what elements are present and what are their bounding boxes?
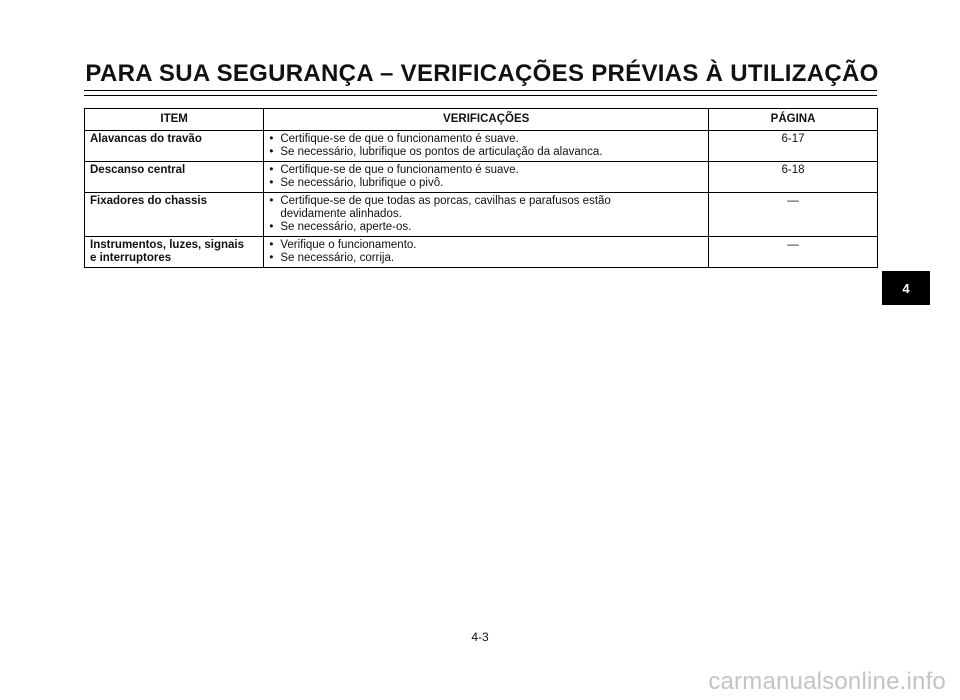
checks-cell bbox=[264, 237, 709, 268]
item-label: Instrumentos, luzes, signais bbox=[90, 239, 245, 251]
header-checks: VERIFICAÇÕES bbox=[264, 109, 709, 131]
item-label: e interruptores bbox=[90, 252, 172, 264]
item-cell bbox=[85, 193, 264, 237]
table-row bbox=[85, 162, 878, 193]
checks-cell bbox=[264, 131, 709, 162]
watermark: carmanualsonline.info bbox=[708, 668, 946, 695]
bullet-icon: • bbox=[269, 195, 274, 207]
page-reference: 6-18 bbox=[709, 162, 878, 193]
checks-cell bbox=[264, 162, 709, 193]
item-label: Alavancas do travão bbox=[90, 133, 202, 145]
check-item bbox=[269, 146, 703, 159]
item-label: Fixadores do chassis bbox=[90, 195, 207, 207]
item-cell bbox=[85, 162, 264, 193]
check-text: Certifique-se de que todas as porcas, cavilhas e parafusos estão bbox=[280, 195, 611, 207]
header-item: ITEM bbox=[85, 109, 264, 131]
bullet-icon: • bbox=[269, 133, 274, 145]
check-item bbox=[269, 195, 703, 221]
check-text: Certifique-se de que o funcionamento é suave. bbox=[280, 164, 519, 176]
check-text: Se necessário, lubrifique o pivô. bbox=[280, 177, 444, 189]
item-cell bbox=[85, 237, 264, 268]
checklist-table bbox=[84, 108, 878, 268]
check-text: Se necessário, lubrifique os pontos de articulação da alavanca. bbox=[280, 146, 603, 158]
title-rule-bottom bbox=[84, 95, 877, 96]
item-cell bbox=[85, 131, 264, 162]
bullet-icon: • bbox=[269, 164, 274, 176]
page-reference: 6-17 bbox=[709, 131, 878, 162]
bullet-icon: • bbox=[269, 239, 274, 251]
page-title: PARA SUA SEGURANÇA – VERIFICAÇÕES PRÉVIAS À UTILIZAÇÃO bbox=[85, 60, 879, 87]
check-item bbox=[269, 252, 703, 265]
check-text: Se necessário, corrija. bbox=[280, 252, 395, 264]
table-header-row bbox=[85, 109, 878, 131]
header-page: PÁGINA bbox=[709, 109, 878, 131]
check-item bbox=[269, 164, 703, 177]
item-label: Descanso central bbox=[90, 164, 186, 176]
check-item bbox=[269, 133, 703, 146]
bullet-icon: • bbox=[269, 252, 274, 264]
page-number: 4-3 bbox=[471, 630, 489, 644]
title-rule-top bbox=[84, 90, 877, 91]
chapter-tab: 4 bbox=[882, 271, 930, 305]
checks-cell bbox=[264, 193, 709, 237]
check-text: Verifique o funcionamento. bbox=[280, 239, 417, 251]
check-item bbox=[269, 221, 703, 234]
bullet-icon: • bbox=[269, 221, 274, 233]
check-text-continuation: devidamente alinhados. bbox=[280, 208, 402, 220]
table-row bbox=[85, 237, 878, 268]
table-body bbox=[85, 131, 878, 268]
check-item bbox=[269, 177, 703, 190]
check-item bbox=[269, 239, 703, 252]
page-reference: — bbox=[709, 193, 878, 237]
check-text: Se necessário, aperte-os. bbox=[280, 221, 412, 233]
page-reference: — bbox=[709, 237, 878, 268]
table-row bbox=[85, 131, 878, 162]
bullet-icon: • bbox=[269, 177, 274, 189]
bullet-icon: • bbox=[269, 146, 274, 158]
check-text: Certifique-se de que o funcionamento é suave. bbox=[280, 133, 519, 145]
table-row bbox=[85, 193, 878, 237]
